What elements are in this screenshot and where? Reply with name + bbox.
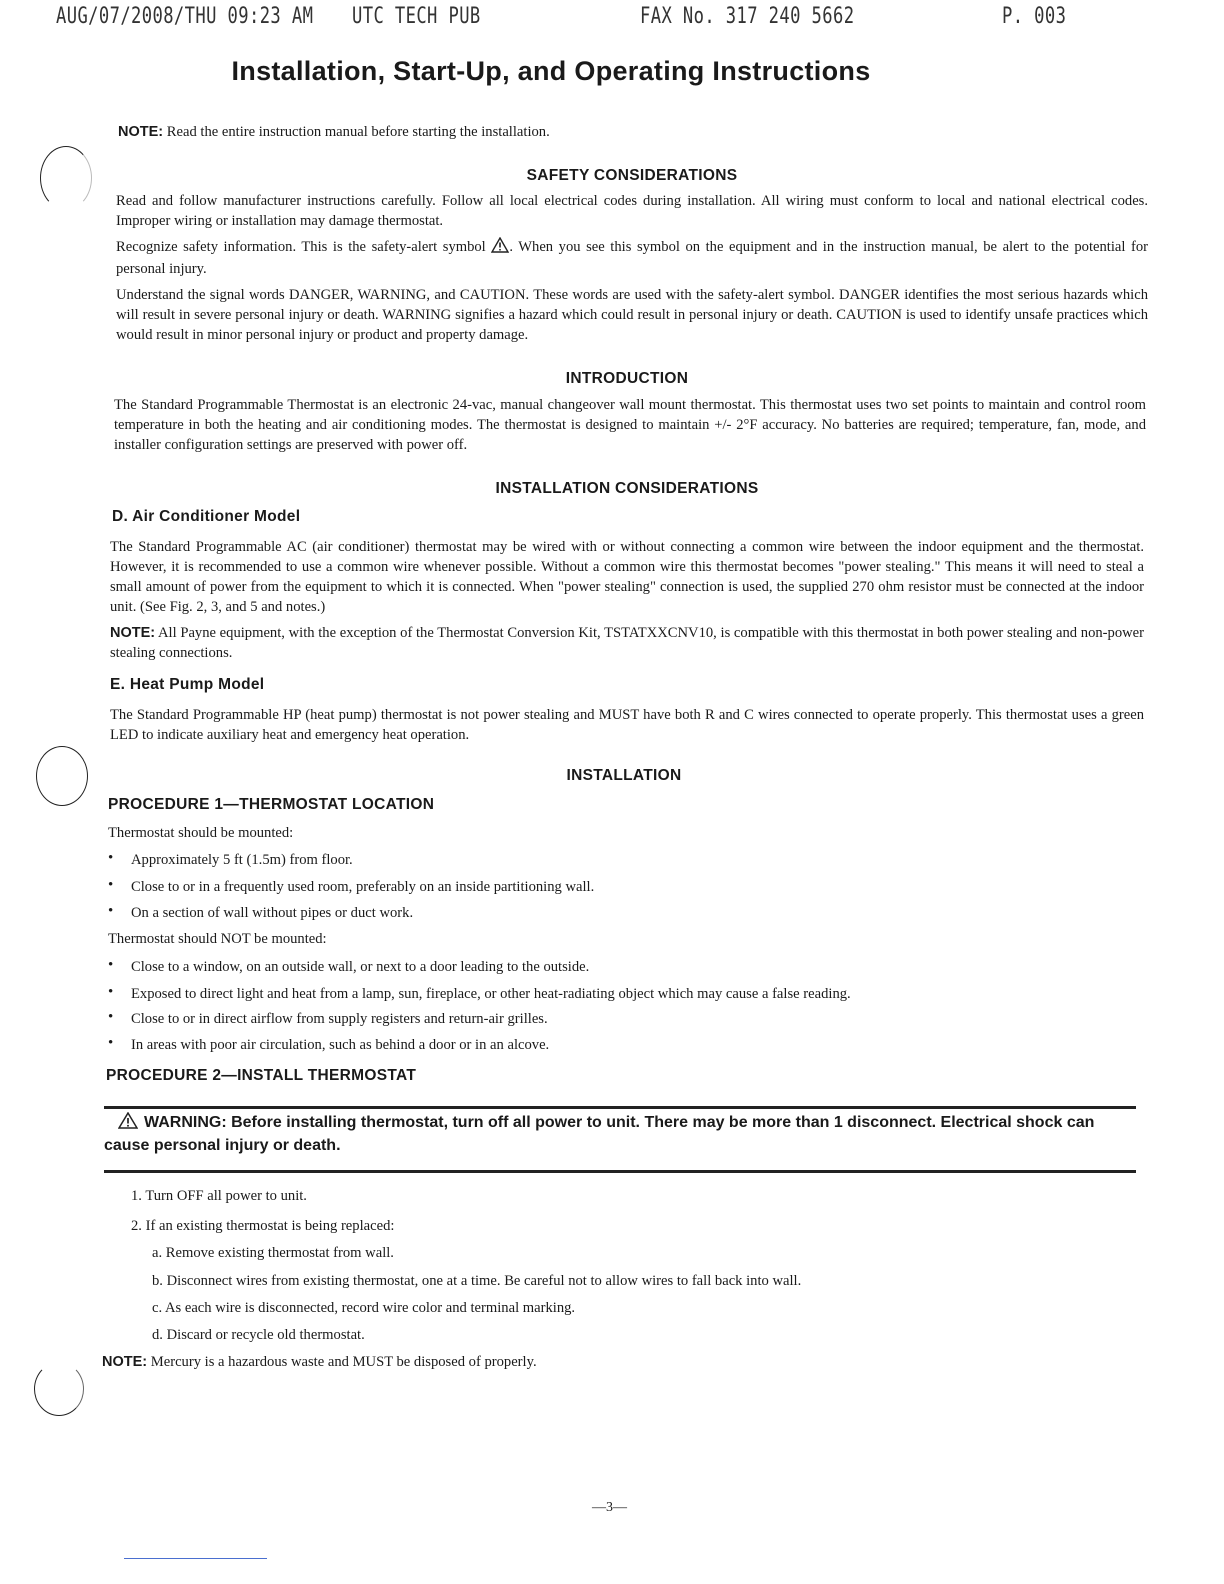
- intro-note: [118, 122, 1154, 142]
- should-item-1: Approximately 5 ft (1.5m) from floor.: [131, 852, 353, 868]
- safety-p2-start: Recognize safety information. This is the safety-alert symbol: [116, 239, 486, 255]
- bullet-icon: •: [108, 850, 114, 866]
- procedure-2-heading: PROCEDURE 2—INSTALL THERMOSTAT: [106, 1067, 417, 1084]
- ac-note-text: All Payne equipment, with the exception of the Thermostat Conversion Kit, TSTATXXCNV10, is compatible with this thermostat in both power stealing and non-power stealing connections.: [110, 625, 1145, 661]
- final-note-label: NOTE:: [102, 1354, 148, 1370]
- introduction-heading: INTRODUCTION: [565, 370, 689, 387]
- should-label: Thermostat should be mounted:: [108, 825, 294, 841]
- note-label: NOTE:: [118, 124, 164, 140]
- should-not-item-3: Close to or in direct airflow from supply registers and return-air grilles.: [131, 1011, 548, 1027]
- introduction-text: [114, 395, 1146, 461]
- bullet-icon: •: [108, 1035, 114, 1051]
- should-item-3: On a section of wall without pipes or duct work.: [131, 905, 414, 921]
- substep-c: c. As each wire is disconnected, record wire color and terminal marking.: [152, 1300, 576, 1316]
- warning-bottom-rule: [104, 1170, 1136, 1173]
- fax-number: FAX No. 317 240 5662: [640, 4, 855, 29]
- warning-box: [104, 1112, 1138, 1156]
- step-2: 2. If an existing thermostat is being replaced:: [131, 1218, 395, 1234]
- page-number: —3—: [592, 1500, 627, 1515]
- punch-hole-top: [40, 146, 92, 210]
- procedure-1-heading: PROCEDURE 1—THERMOSTAT LOCATION: [108, 796, 435, 813]
- substep-b: b. Disconnect wires from existing thermostat, one at a time. Be careful not to allow wires to fall back into wall.: [152, 1273, 802, 1289]
- safety-section: [116, 191, 1148, 351]
- bullet-icon: •: [108, 957, 114, 973]
- safety-alert-icon: [491, 237, 509, 259]
- safety-heading: SAFETY CONSIDERATIONS: [526, 167, 738, 184]
- punch-hole-bottom: [34, 1362, 84, 1416]
- fax-datetime: AUG/07/2008/THU 09:23 AM: [56, 4, 314, 29]
- final-note: [102, 1352, 537, 1372]
- fax-sender: UTC TECH PUB: [352, 4, 481, 29]
- ac-model-paragraph: The Standard Programmable AC (air conditioner) thermostat may be wired with or without connecting a common wire between the indoor equipment and the thermostat. However, it is recommended to use a common wire whenever possible. Without a common wire this thermostat becomes "power stealing." This means it will need to steal a small amount of power from the equipment to which it is connected. When "power stealing" connection is used, the supplied 270 ohm resistor must be connected at the indoor unit. (See Fig. 2, 3, and 5 and notes.): [110, 539, 1144, 615]
- warning-top-rule: [104, 1106, 1136, 1109]
- hp-model-heading: E. Heat Pump Model: [110, 676, 265, 693]
- installation-heading: INSTALLATION: [566, 767, 682, 784]
- substep-d: d. Discard or recycle old thermostat.: [152, 1327, 365, 1343]
- bullet-icon: •: [108, 984, 114, 1000]
- ac-model-heading: D. Air Conditioner Model: [112, 508, 301, 525]
- scan-artifact-line: [124, 1558, 267, 1559]
- safety-paragraph-1: Read and follow manufacturer instructions carefully. Follow all local electrical codes during installation. All wiring must conform to local and national electrical codes. Improper wiring or installation may damage thermostat.: [116, 193, 1148, 229]
- bullet-icon: •: [108, 903, 114, 919]
- should-not-item-4: In areas with poor air circulation, such as behind a door or in an alcove.: [131, 1037, 550, 1053]
- ac-note-label: NOTE:: [110, 625, 156, 641]
- should-not-item-1: Close to a window, on an outside wall, or next to a door leading to the outside.: [131, 959, 590, 975]
- step-1: 1. Turn OFF all power to unit.: [131, 1188, 307, 1204]
- warning-text: WARNING: Before installing thermostat, turn off all power to unit. There may be more than 1 disconnect. Electrical shock can cause personal injury or death.: [104, 1114, 1095, 1154]
- hp-model-section: [110, 705, 1144, 751]
- safety-paragraph-3: Understand the signal words DANGER, WARNING, and CAUTION. These words are used with the safety-alert symbol. DANGER identifies the most serious hazards which will result in severe personal injury or death. WARNING signifies a hazard which could result in personal injury or death. CAUTION is used to identify unsafe practices which would result in minor personal injury or product and property damage.: [116, 287, 1148, 343]
- safety-paragraph-2: [116, 237, 1148, 279]
- introduction-paragraph: The Standard Programmable Thermostat is an electronic 24-vac, manual changeover wall mount thermostat. This thermostat uses two set points to maintain and control room temperature in both the heating and air conditioning modes. The thermostat is designed to maintain +/- 2°F accuracy. No batteries are required; temperature, fan, mode, and installer configuration settings are preserved with power off.: [114, 397, 1146, 453]
- installation-considerations-heading: INSTALLATION CONSIDERATIONS: [495, 480, 759, 497]
- should-item-2: Close to or in a frequently used room, preferably on an inside partitioning wall.: [131, 879, 595, 895]
- punch-hole-middle: [36, 746, 88, 806]
- safety-p2-end: . When you see this symbol on the equipment and in the instruction manual, be alert to the potential for personal injury.: [116, 239, 1148, 277]
- substep-a: a. Remove existing thermostat from wall.: [152, 1245, 394, 1261]
- should-not-item-2: Exposed to direct light and heat from a lamp, sun, fireplace, or other heat-radiating object which may cause a false reading.: [131, 986, 851, 1002]
- bullet-icon: •: [108, 1009, 114, 1025]
- page-title: Installation, Start-Up, and Operating Instructions: [231, 56, 871, 86]
- note-text: Read the entire instruction manual before starting the installation.: [166, 124, 550, 140]
- fax-page: P. 003: [1002, 4, 1067, 29]
- bullet-icon: •: [108, 877, 114, 893]
- final-note-text: Mercury is a hazardous waste and MUST be disposed of properly.: [150, 1354, 537, 1370]
- ac-model-section: [110, 537, 1144, 669]
- warning-alert-icon: [118, 1112, 138, 1135]
- hp-model-paragraph: The Standard Programmable HP (heat pump) thermostat is not power stealing and MUST have both R and C wires connected to operate properly. This thermostat uses a green LED to indicate auxiliary heat and emergency heat operation.: [110, 707, 1144, 743]
- should-not-label: Thermostat should NOT be mounted:: [108, 931, 327, 947]
- ac-model-note: [110, 623, 1144, 663]
